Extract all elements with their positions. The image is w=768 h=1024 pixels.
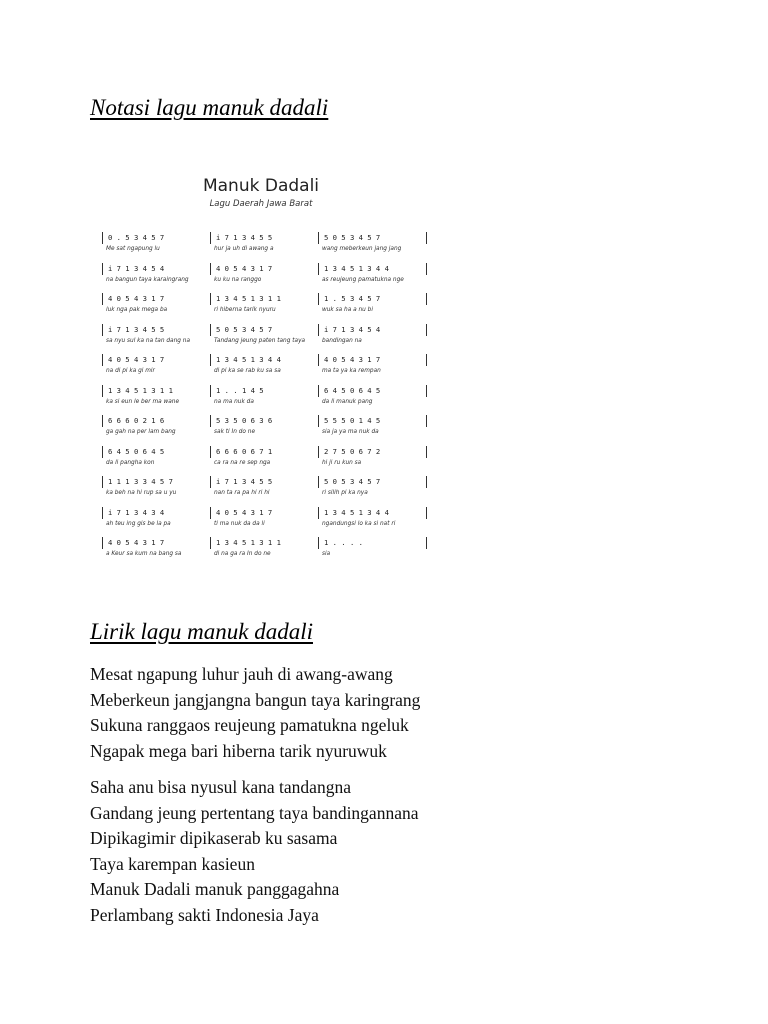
note-measure: 1 . . . . xyxy=(318,537,424,549)
syllable-line: Tandang jeung paten tang taya xyxy=(214,337,306,344)
syllable-line: ngandungsi lo ka si nat ri xyxy=(322,520,396,527)
notation-row xyxy=(96,322,426,352)
notation-row xyxy=(96,352,426,382)
notation-row xyxy=(96,291,426,321)
note-measure: 4 0 5 4 3 1 7 xyxy=(318,354,424,366)
note-measure: 5 0 5 3 4 5 7 xyxy=(318,476,424,488)
syllable-line: ku ku na ranggo xyxy=(214,276,262,283)
note-measure: 2 7 5 0 6 7 2 xyxy=(318,446,424,458)
note-measure: 1 3 4 5 1 3 1 1 xyxy=(210,537,316,549)
barline xyxy=(426,263,427,275)
notation-row xyxy=(96,505,426,535)
syllable-line: sia ja ya ma nuk da xyxy=(322,429,379,435)
note-measure: 1 3 4 5 1 3 4 4 xyxy=(210,354,316,366)
syllable-line: wuk sa ha a nu bi xyxy=(322,307,373,313)
note-measure: i 7 1 3 4 5 5 xyxy=(210,476,316,488)
syllable-line: ca ra na re sep nga xyxy=(214,459,271,466)
lyrics-block xyxy=(90,662,730,928)
note-measure: 4 0 5 4 3 1 7 xyxy=(210,263,316,275)
syllable-line: hi ji ru kun sa xyxy=(322,459,362,466)
note-measure: 1 3 4 5 1 3 1 1 xyxy=(102,385,208,397)
note-measure: 1 3 4 5 1 3 1 1 xyxy=(210,293,316,305)
note-measure: i 7 1 3 4 5 4 xyxy=(318,324,424,336)
syllable-line: wang meberkeun jang jang xyxy=(322,246,402,252)
syllable-line: sa nyu sul ka na tan dang na xyxy=(106,337,191,344)
notation-row xyxy=(96,535,426,565)
note-measure: 1 3 4 5 1 3 4 4 xyxy=(318,507,424,519)
note-measure: 0 . 5 3 4 5 7 xyxy=(102,232,208,244)
syllable-line: Me sat ngapung lu xyxy=(106,246,160,252)
syllable-line: di na ga ra In do ne xyxy=(214,551,271,557)
syllable-line: na ma nuk da xyxy=(214,398,254,405)
syllable-line: bandingan na xyxy=(322,337,362,344)
barline xyxy=(426,293,427,305)
notation-row xyxy=(96,474,426,504)
barline xyxy=(426,537,427,549)
barline xyxy=(426,446,427,458)
lyric-line: Taya karempan kasieun xyxy=(90,853,255,874)
barline xyxy=(426,507,427,519)
lyrics-stanza xyxy=(90,775,730,928)
syllable-line: ga gah na per lam bang xyxy=(106,429,176,435)
lyric-line: Gandang jeung pertentang taya bandingannana xyxy=(90,802,419,823)
lyric-line: Dipikagimir dipikaserab ku sasama xyxy=(90,828,338,848)
note-measure: i 7 1 3 4 5 5 xyxy=(210,232,316,244)
note-measure: i 7 1 3 4 5 5 xyxy=(102,324,208,336)
note-measure: 1 1 1 3 3 4 5 7 xyxy=(102,476,208,488)
note-measure: 4 0 5 4 3 1 7 xyxy=(102,293,208,305)
lyric-line: Perlambang sakti Indonesia Jaya xyxy=(90,904,319,925)
notation-row xyxy=(96,261,426,291)
syllable-line: ah teu ing gis be la pa xyxy=(106,520,171,527)
lyric-line: Mesat ngapung luhur jauh di awang-awang xyxy=(90,664,393,684)
lyric-line: Ngapak mega bari hiberna tarik nyuruwuk xyxy=(90,740,387,761)
note-measure: 1 . . 1 4 5 xyxy=(210,385,316,397)
note-measure: 5 0 5 3 4 5 7 xyxy=(210,324,316,336)
note-measure: i 7 1 3 4 5 4 xyxy=(102,263,208,275)
syllable-line: ma ta ya ka rempan xyxy=(322,368,381,374)
barline xyxy=(426,415,427,427)
note-measure: 6 6 6 0 6 7 1 xyxy=(210,446,316,458)
syllable-line: ka beh na hi rup sa u yu xyxy=(106,490,177,496)
lyric-line: Meberkeun jangjangna bangun taya karingrang xyxy=(90,689,421,710)
syllable-line: as reujeung pamatukna nge xyxy=(322,276,404,283)
music-sheet xyxy=(96,170,426,560)
syllable-line: hur ja uh di awang a xyxy=(214,246,274,252)
lyric-line: Saha anu bisa nyusul kana tandangna xyxy=(90,777,351,797)
syllable-line: di pi ka se rab ku sa sa xyxy=(214,368,281,374)
note-measure: 1 3 4 5 1 3 4 4 xyxy=(318,263,424,275)
barline xyxy=(426,354,427,366)
notation-row xyxy=(96,230,426,260)
barline xyxy=(426,476,427,488)
syllable-line: sia xyxy=(322,551,331,557)
note-measure: 5 0 5 3 4 5 7 xyxy=(318,232,424,244)
syllable-line: ri silih pi ka nya xyxy=(322,490,368,496)
sheet-title: Manuk Dadali xyxy=(202,176,320,196)
notation-heading: Notasi lagu manuk dadali xyxy=(90,95,329,120)
lyrics-heading: Lirik lagu manuk dadali xyxy=(90,619,313,644)
syllable-line: da li manuk pang xyxy=(322,398,373,405)
syllable-line: a Keur sa kum na bang sa xyxy=(106,551,182,557)
note-measure: 6 4 5 0 6 4 5 xyxy=(102,446,208,458)
note-measure: 4 0 5 4 3 1 7 xyxy=(102,354,208,366)
note-measure: i 7 1 3 4 3 4 xyxy=(102,507,208,519)
syllable-line: na di pi ka gi mir xyxy=(106,368,155,374)
note-measure: 4 0 5 4 3 1 7 xyxy=(102,537,208,549)
syllable-line: na bangun taya karaingrang xyxy=(106,276,189,283)
syllable-line: da li pangha kon xyxy=(106,459,155,466)
sheet-subtitle: Lagu Daerah Jawa Barat xyxy=(209,199,313,209)
note-measure: 6 6 6 0 2 1 6 xyxy=(102,415,208,427)
notation-row xyxy=(96,413,426,443)
note-measure: 1 . 5 3 4 5 7 xyxy=(318,293,424,305)
note-measure: 6 4 5 0 6 4 5 xyxy=(318,385,424,397)
syllable-line: ti ma nuk da da li xyxy=(214,520,265,527)
syllable-line: ka si eun le ber ma wane xyxy=(106,398,180,405)
notation-row xyxy=(96,383,426,413)
barline xyxy=(426,232,427,244)
syllable-line: ri hiberna tarik nyuru xyxy=(214,307,276,313)
note-measure: 5 5 5 0 1 4 5 xyxy=(318,415,424,427)
notation-row xyxy=(96,444,426,474)
barline xyxy=(426,324,427,336)
syllable-line: nan ta ra pa hi ri hi xyxy=(214,490,270,496)
note-measure: 5 3 5 0 6 3 6 xyxy=(210,415,316,427)
lyric-line: Manuk Dadali manuk panggagahna xyxy=(90,879,340,899)
lyric-line: Sukuna ranggaos reujeung pamatukna ngeluk xyxy=(90,715,409,735)
syllable-line: luk nga pak mega ba xyxy=(106,307,168,313)
syllable-line: sak ti In do ne xyxy=(214,429,256,435)
note-measure: 4 0 5 4 3 1 7 xyxy=(210,507,316,519)
barline xyxy=(426,385,427,397)
lyrics-stanza xyxy=(90,662,730,764)
